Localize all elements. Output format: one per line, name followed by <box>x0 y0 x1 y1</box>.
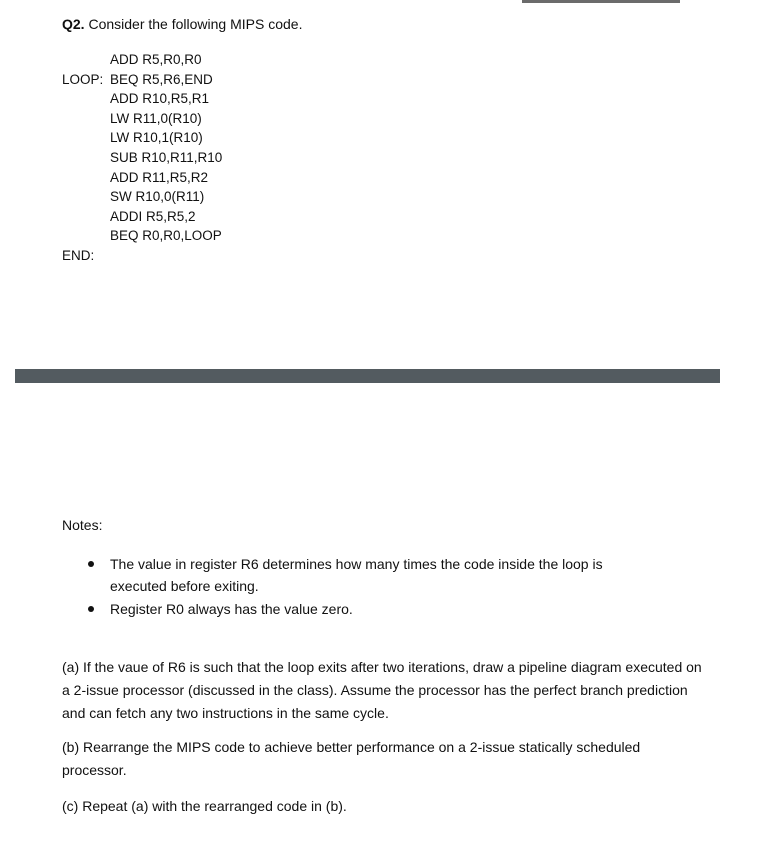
bullet-icon <box>88 606 94 612</box>
notes-heading: Notes: <box>62 517 103 533</box>
part-a: (a) If the vaue of R6 is such that the loop exits after two iterations, draw a pipeline diagram executed on a 2-issue processor (discussed in the class). Assume the processor has the perfect branch prediction and can fetch any two instructions in the same cycle. <box>62 659 702 721</box>
note-text: The value in register R6 determines how many times the code inside the loop is executed before exiting. <box>110 556 603 594</box>
question-title <box>62 15 302 33</box>
code-instruction: ADDI R5,R5,2 <box>110 208 196 224</box>
question-number: Q2. <box>62 16 85 32</box>
bullet-icon <box>88 561 94 567</box>
code-instruction: ADD R5,R0,R0 <box>110 52 202 67</box>
code-instruction: SW R10,0(R11) <box>110 189 205 205</box>
note-item <box>88 553 648 597</box>
code-instruction: LW R11,0(R10) <box>110 110 202 126</box>
code-instruction: BEQ R5,R6,END <box>110 71 213 87</box>
question-prompt: Consider the following MIPS code. <box>88 16 303 32</box>
note-text: Register R0 always has the value zero. <box>110 601 353 617</box>
code-instruction: LW R10,1(R10) <box>110 130 203 146</box>
end-label: END: <box>62 248 95 263</box>
part-c: (c) Repeat (a) with the rearranged code in (b). <box>62 798 347 814</box>
part-b: (b) Rearrange the MIPS code to achieve better performance on a 2-issue statically scheduled processor. <box>62 739 641 778</box>
section-separator <box>15 369 720 383</box>
note-item <box>88 598 648 620</box>
code-instruction: ADD R10,R5,R1 <box>110 91 210 107</box>
code-label: LOOP: <box>62 71 104 87</box>
code-instruction: ADD R11,R5,R2 <box>110 169 209 185</box>
top-rule <box>522 0 680 3</box>
code-instruction: BEQ R0,R0,LOOP <box>110 228 222 244</box>
code-instruction: SUB R10,R11,R10 <box>110 149 223 165</box>
notes-list <box>88 553 648 621</box>
